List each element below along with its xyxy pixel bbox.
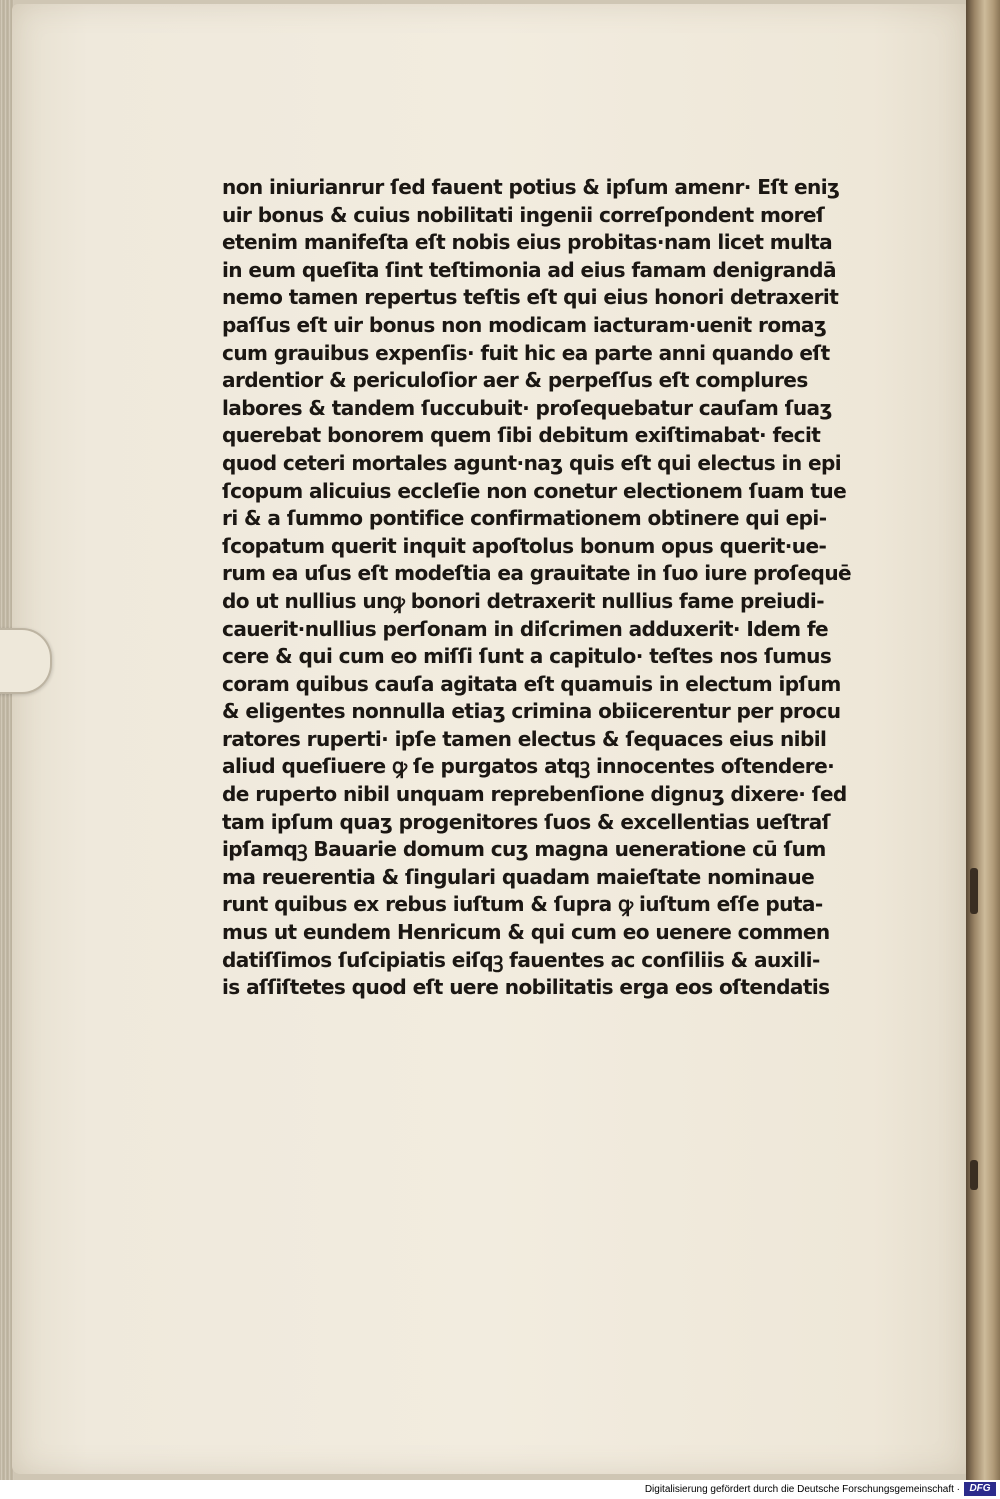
text-line: nemo tamen repertus teſtis eſt qui eius honori detraxerit <box>222 285 839 310</box>
text-line: etenim manifeſta eſt nobis eius probitas·nam licet multa <box>222 230 833 255</box>
text-line: cauerit·nullius perſonam in diſcrimen adduxerit· Idem fe <box>222 616 829 641</box>
text-line: ratores ruperti· ipſe tamen electus & ſequaces eius nibil <box>222 726 827 751</box>
text-line: quod ceteri mortales agunt·naʒ quis eſt qui electus in epi <box>222 450 842 475</box>
text-line: do ut nullius unꝙ bonori detraxerit nullius fame preiudi- <box>222 588 824 613</box>
text-line: ri & a ſummo pontifice confirmationem obtinere qui epi- <box>222 506 827 531</box>
text-line: non iniurianrur ſed fauent potius & ipſum amenr· Eſt eniʒ <box>222 175 840 199</box>
text-line: rum ea uſus eſt modeſtia ea grauitate in ſuo iure proſequē <box>222 561 852 586</box>
dfg-logo: DFG <box>964 1482 996 1496</box>
binding-gutter <box>966 0 1000 1480</box>
text-line: is aſſiſtetes quod eſt uere nobilitatis erga eos oſtendatis <box>222 975 830 1000</box>
text-line: de ruperto nibil unquam reprebenſione dignuʒ dixere· ſed <box>222 782 847 807</box>
text-line: & eligentes nonnulla etiaʒ crimina obiicerentur per procu <box>222 699 841 724</box>
text-line: datiſſimos ſuſcipiatis eiſqꝫ fauentes ac conſiliis & auxili- <box>222 947 820 972</box>
text-line: ſcopatum querit inquit apoſtolus bonum opus querit·ue- <box>222 533 827 558</box>
binding-mark <box>970 1160 978 1190</box>
text-line: ipſamqꝫ Bauarie domum cuʒ magna ueneratione cū ſum <box>222 837 826 862</box>
clasp-tab <box>0 628 52 694</box>
printed-text-block <box>222 174 862 1002</box>
text-line: uir bonus & cuius nobilitati ingenii correſpondent moreſ <box>222 202 825 227</box>
text-line: mus ut eundem Henricum & qui cum eo uenere commen <box>222 920 830 945</box>
text-line: ma reuerentia & ſingulari quadam maieſtate nominaue <box>222 864 815 889</box>
text-line: in eum queſita ſint teſtimonia ad eius famam denigrandā <box>222 257 836 282</box>
text-line: tam ipſum quaʒ progenitores ſuos & excellentias ueſtraſ <box>222 809 830 834</box>
text-line: cere & qui cum eo miſſi ſunt a capitulo· teſtes nos ſumus <box>222 644 832 669</box>
text-line: coram quibus cauſa agitata eſt quamuis in electum ipſum <box>222 671 841 696</box>
text-line: paſſus eſt uir bonus non modicam iacturam·uenit romaʒ <box>222 312 827 337</box>
footer-credit: Digitalisierung gefördert durch die Deutsche Forschungsgemeinschaft · <box>644 1484 960 1495</box>
text-line: cum grauibus expenſis· fuit hic ea parte anni quando eſt <box>222 340 830 365</box>
text-line: labores & tandem ſuccubuit· proſequebatur cauſam ſuaʒ <box>222 395 832 420</box>
text-line: querebat bonorem quem ſibi debitum exiſtimabat· fecit <box>222 423 821 448</box>
binding-mark <box>970 868 978 914</box>
text-line: ſcopum alicuius eccleſie non conetur electionem ſuam tue <box>222 478 847 503</box>
text-line: runt quibus ex rebus iuſtum & ſupra ꝙ iuſtum eſſe puta- <box>222 892 823 917</box>
text-line: ardentior & periculoſior aer & perpeſſus eſt complures <box>222 368 808 393</box>
text-line: aliud queſiuere ꝙ ſe purgatos atqꝫ innocentes oſtendere· <box>222 754 835 779</box>
